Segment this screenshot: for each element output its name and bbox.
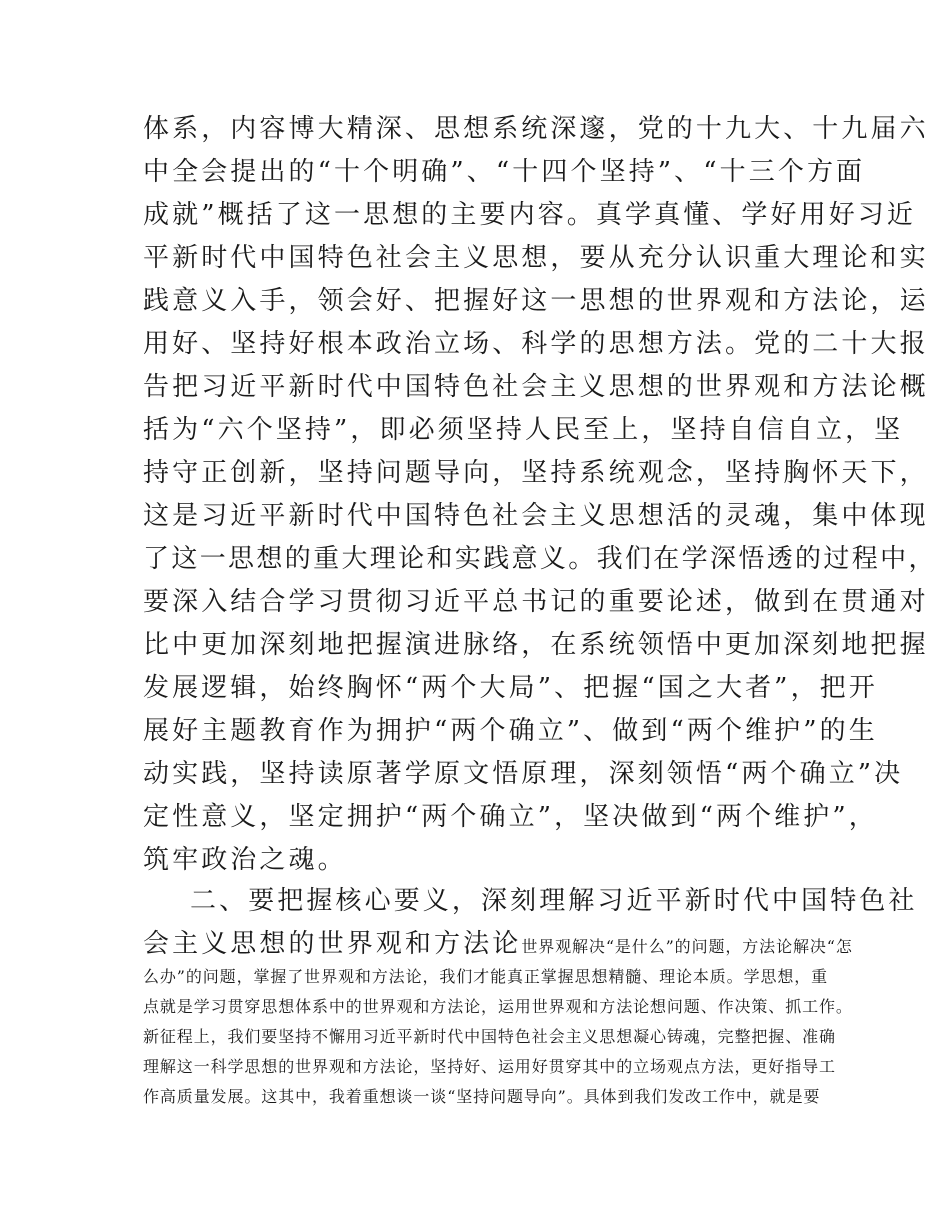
paragraph-line: 了这一思想的重大理论和实践意义。我们在学深悟透的过程中， xyxy=(143,544,937,574)
paragraph-line: 点就是学习贯穿思想体系中的世界观和方法论，运用世界观和方法论想问题、作决策、抓工作。 xyxy=(143,997,853,1016)
section-heading: 二、要把握核心要义，深刻理解习近平新时代中国特色社 xyxy=(190,886,918,916)
section-heading-tail: 会主义思想的世界观和方法论 xyxy=(143,929,522,959)
paragraph-line: 比中更加深刻地把握演进脉络，在系统领悟中更加深刻地把握 xyxy=(143,630,929,660)
paragraph-line: 筑牢政治之魂。 xyxy=(143,845,347,875)
section-heading-continued xyxy=(143,927,853,964)
paragraph-line: 这是习近平新时代中国特色社会主义思想活的灵魂，集中体现 xyxy=(143,501,929,531)
paragraph-line: 平新时代中国特色社会主义思想，要从充分认识重大理论和实 xyxy=(143,243,929,273)
paragraph-line: 展好主题教育作为拥护“两个确立”、做到“两个维护”的生 xyxy=(143,716,878,746)
paragraph-line: 体系，内容博大精深、思想系统深邃，党的十九大、十九届六 xyxy=(143,114,929,144)
paragraph-line: 作高质量发展。这其中，我着重想谈一谈“坚持问题导向”。具体到我们发改工作中，就是要 xyxy=(143,1087,821,1106)
paragraph-inline-start: 世界观解决“是什么”的问题，方法论解决“怎 xyxy=(521,937,853,956)
paragraph-line: 用好、坚持好根本政治立场、科学的思想方法。党的二十大报 xyxy=(143,329,929,359)
paragraph-line: 中全会提出的“十个明确”、“十四个坚持”、“十三个方面 xyxy=(143,157,866,187)
paragraph-line: 新征程上，我们要坚持不懈用习近平新时代中国特色社会主义思想凝心铸魂，完整把握、准确 xyxy=(143,1027,836,1046)
paragraph-line: 告把习近平新时代中国特色社会主义思想的世界观和方法论概 xyxy=(143,372,929,402)
paragraph-line: 发展逻辑，始终胸怀“两个大局”、把握“国之大者”，把开 xyxy=(143,673,878,703)
paragraph-line: 括为“六个坚持”，即必须坚持人民至上，坚持自信自立，坚 xyxy=(143,415,904,445)
paragraph-line: 要深入结合学习贯彻习近平总书记的重要论述，做到在贯通对 xyxy=(143,587,929,617)
paragraph-line: 成就”概括了这一思想的主要内容。真学真懂、学好用好习近 xyxy=(143,200,916,230)
paragraph-line: 践意义入手，领会好、把握好这一思想的世界观和方法论，运 xyxy=(143,286,929,316)
paragraph-line: 持守正创新，坚持问题导向，坚持系统观念，坚持胸怀天下， xyxy=(143,458,929,488)
paragraph-line: 动实践，坚持读原著学原文悟原理，深刻领悟“两个确立”决 xyxy=(143,759,904,789)
paragraph-line: 理解这一科学思想的世界观和方法论，坚持好、运用好贯穿其中的立场观点方法，更好指导工 xyxy=(143,1057,836,1076)
paragraph-line: 定性意义，坚定拥护“两个确立”，坚决做到“两个维护”， xyxy=(143,802,878,832)
paragraph-line: 么办”的问题，掌握了世界观和方法论，我们才能真正掌握思想精髓、理论本质。学思想，重 xyxy=(143,967,829,986)
